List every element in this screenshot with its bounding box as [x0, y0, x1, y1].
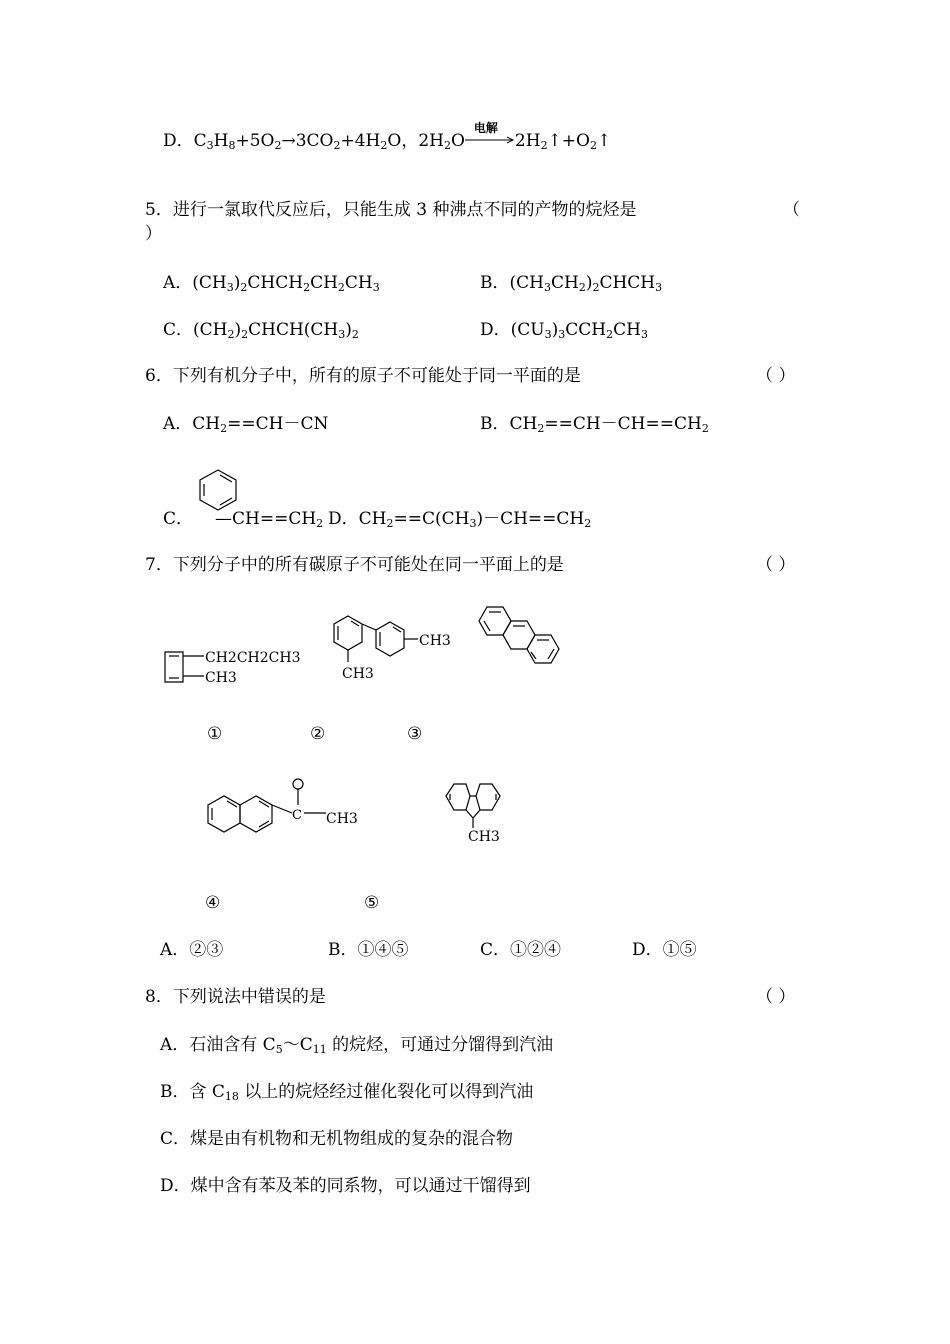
- q7-option-a[interactable]: A．②③: [160, 940, 224, 960]
- q8-option-c[interactable]: C．煤是由有机物和无机物组成的复杂的混合物: [160, 1129, 514, 1149]
- svg-text:CH3: CH3: [326, 811, 358, 827]
- q7-option-d[interactable]: D．①⑤: [632, 940, 697, 960]
- q6-option-d[interactable]: D．$CH_2==C(CH_3)-CH==CH_2$: [328, 509, 592, 530]
- q5-paren-right: ）: [145, 224, 162, 244]
- q8-option-b[interactable]: B．含 $C_{18}$ 以上的烷烃经过催化裂化可以得到汽油: [160, 1082, 534, 1103]
- q5-stem: 5．进行一氯取代反应后，只能生成 3 种沸点不同的产物的烷烃是: [145, 200, 637, 220]
- q6-option-a[interactable]: A．$CH_2==CH-CN$: [163, 414, 329, 435]
- q4-option-d: D．$C_3H_8+5O_2\to 3CO_2+4H_2O$，$2H_2O$ 电解 $2H_2↑+O_2↑$: [163, 131, 611, 151]
- svg-text:CH2CH2CH3: CH2CH2CH3: [205, 650, 301, 666]
- svg-text:CH3: CH3: [342, 666, 374, 682]
- q6-benzene-ring-icon: [196, 468, 244, 512]
- svg-text:CH3: CH3: [205, 670, 237, 686]
- q7-paren: （ ）: [756, 555, 796, 575]
- q7-label-1: ①: [207, 724, 223, 744]
- structure-5-icon: [440, 778, 520, 848]
- q7-label-5: ⑤: [364, 893, 380, 913]
- structure-3-phenanthrene-icon: [465, 603, 575, 683]
- q8-option-d[interactable]: D．煤中含有苯及苯的同系物，可以通过干馏得到: [160, 1176, 531, 1196]
- q8-stem: 8．下列说法中错误的是: [145, 987, 326, 1007]
- structure-1-icon: [160, 640, 330, 690]
- q5-option-a[interactable]: A．$(CH_3)_2CHCH_2CH_2CH_3$: [163, 273, 380, 294]
- q5-option-d[interactable]: D．$(CU_3)_3CCH_2CH_3$: [480, 320, 648, 341]
- q7-stem: 7．下列分子中的所有碳原子不可能处在同一平面上的是: [145, 555, 564, 575]
- structure-4-icon: [188, 775, 368, 845]
- svg-text:CH3: CH3: [468, 829, 500, 845]
- svg-text:CH3: CH3: [419, 633, 451, 649]
- q5-option-b[interactable]: B．$(CH_3CH_2)_2CHCH_3$: [480, 273, 663, 294]
- q5-option-c[interactable]: C．$(CH_2)_2CHCH(CH_3)_2$: [163, 320, 359, 341]
- reaction-arrow-icon: [465, 134, 515, 146]
- q7-option-b[interactable]: B．①④⑤: [328, 940, 409, 960]
- q7-label-4: ④: [205, 893, 221, 913]
- q7-label-3: ③: [407, 724, 423, 744]
- q5-paren-left: （: [783, 200, 800, 220]
- electrolysis-label: 电解: [473, 121, 498, 135]
- svg-text:C: C: [292, 808, 302, 823]
- q6-stem: 6．下列有机分子中，所有的原子不可能处于同一平面的是: [145, 366, 581, 386]
- structure-2-icon: [330, 608, 460, 688]
- q6-option-c[interactable]: C． $—CH==CH_2$: [163, 509, 324, 530]
- q6-option-b[interactable]: B．$CH_2==CH-CH==CH_2$: [480, 414, 709, 435]
- q8-option-a[interactable]: A．石油含有 $C_5\sim C_{11}$ 的烷烃，可通过分馏得到汽油: [160, 1035, 554, 1056]
- q8-paren: （ ）: [756, 987, 796, 1007]
- q7-option-c[interactable]: C．①②④: [480, 940, 562, 960]
- q6-paren: （ ）: [756, 366, 796, 386]
- q7-label-2: ②: [310, 724, 326, 744]
